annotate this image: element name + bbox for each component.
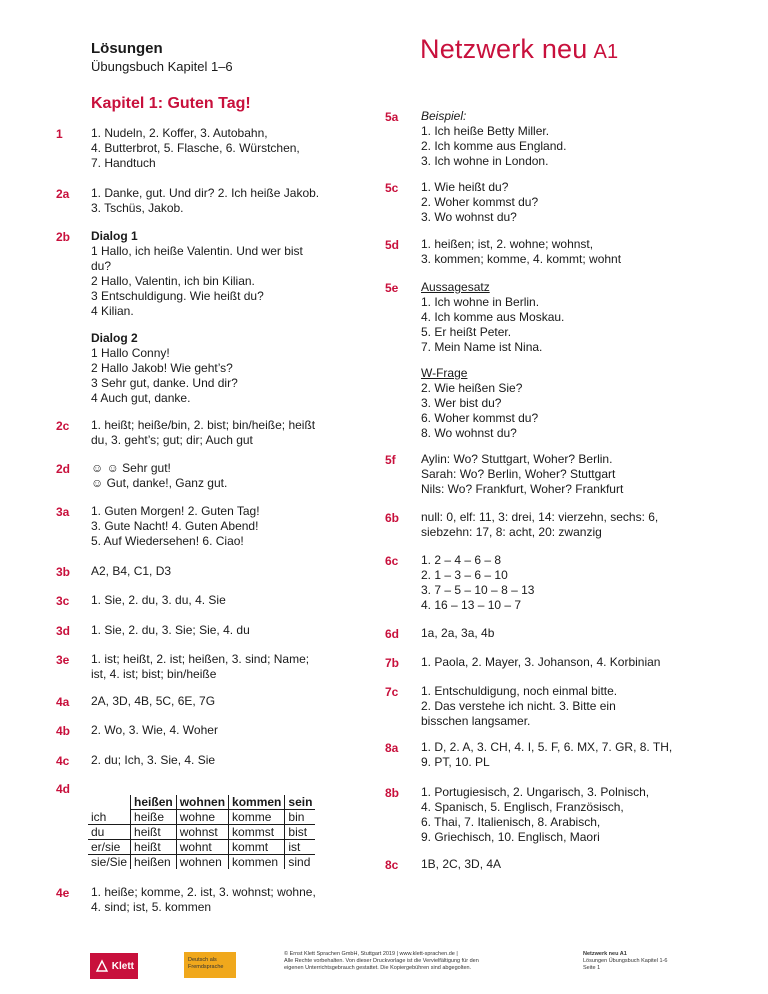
exercise-label: 2c [56, 419, 70, 433]
exercise-answer: 1. Paola, 2. Mayer, 3. Johanson, 4. Korbinian [421, 655, 661, 669]
exercise-answer: 2. Wie heißen Sie? 3. Wer bist du? 6. Woher kommst du? 8. Wo wohnst du? [421, 381, 539, 440]
exercise-answer: ☺ ☺ Sehr gut! ☺ Gut, danke!, Ganz gut. [91, 461, 228, 490]
example-intro: Beispiel: [421, 109, 467, 123]
table-cell: kommen [229, 855, 285, 870]
exercise-answer: 1a, 2a, 3a, 4b [421, 626, 495, 640]
table-cell: kommt [229, 840, 285, 855]
exercise-answer: 1. Ich wohne in Berlin. 4. Ich komme aus Moskau. 5. Er heißt Peter. 7. Mein Name ist Nina. [421, 295, 565, 354]
exercise-answer: null: 0, elf: 11, 3: drei, 14: vierzehn, sechs: 6, siebzehn: 17, 8: acht, 20: zwanzig [421, 510, 659, 539]
exercise-answer: 1. Sie, 2. du, 3. du, 4. Sie [91, 593, 226, 607]
table-cell: heißen [131, 855, 177, 870]
footer-doc: Lösungen Übungsbuch Kapitel 1-6 [583, 958, 668, 964]
table-cell: wohnt [176, 840, 228, 855]
exercise-answer: 1. Nudeln, 2. Koffer, 3. Autobahn, 4. Butterbrot, 5. Flasche, 6. Würstchen, 7. Handtuch [91, 126, 300, 170]
exercise-label: 8b [385, 786, 400, 800]
exercise-label: 4e [56, 886, 70, 900]
footer-info [583, 951, 667, 972]
table-cell: wohne [176, 810, 228, 825]
exercise-answer: 1 Hallo Conny! 2 Hallo Jakob! Wie geht’s? 3 Sehr gut, danke. Und dir? 4 Auch gut, danke. [91, 346, 238, 405]
exercise-answer: 1 Hallo, ich heiße Valentin. Und wer bist du? 2 Hallo, Valentin, ich bin Kilian. 3 Entschuldigung. Wie heißt du? 4 Kilian. [91, 244, 303, 318]
exercise-label: 6b [385, 511, 400, 525]
table-header-cell: wohnen [176, 795, 228, 810]
section-heading: W-Frage [421, 366, 468, 380]
table-cell: sind [285, 855, 316, 870]
exercise-label: 2b [56, 230, 71, 244]
exercise-label: 8c [385, 858, 399, 872]
exercise-label: 3c [56, 594, 70, 608]
table-cell: heißt [131, 840, 177, 855]
exercise-answer: 1B, 2C, 3D, 4A [421, 857, 502, 871]
table-cell: wohnst [176, 825, 228, 840]
table-cell: kommst [229, 825, 285, 840]
table-cell: ich [88, 810, 131, 825]
exercise-label: 8a [385, 741, 399, 755]
footer-book: Netzwerk neu A1 [583, 951, 627, 957]
exercise-answer: A2, B4, C1, D3 [91, 564, 172, 578]
header-subtitle: Übungsbuch Kapitel 1–6 [91, 59, 233, 74]
exercise-answer: 1. Guten Morgen! 2. Guten Tag! 3. Gute Nacht! 4. Guten Abend! 5. Auf Wiedersehen! 6. Ciao! [91, 504, 260, 548]
table-cell: bist [285, 825, 316, 840]
exercise-answer: 2. Wo, 3. Wie, 4. Woher [91, 723, 218, 737]
section-heading: Aussagesatz [421, 280, 490, 294]
exercise-label: 6c [385, 554, 399, 568]
table-header-cell: kommen [229, 795, 285, 810]
table-cell: sie/Sie [91, 855, 128, 869]
table-cell: komme [229, 810, 285, 825]
table-header-cell [88, 795, 131, 810]
table-cell: er/sie [88, 840, 131, 855]
table-row [88, 810, 315, 825]
exercise-answer: 1. Wie heißt du? 2. Woher kommst du? 3. Wo wohnst du? [421, 180, 539, 224]
exercise-answer: 1. D, 2. A, 3. CH, 4. I, 5. F, 6. MX, 7. GR, 8. TH, 9. PT, 10. PL [421, 740, 673, 769]
exercise-label: 2d [56, 462, 71, 476]
brand-logo [420, 34, 618, 65]
exercise-answer: 1. heißt; heiße/bin, 2. bist; bin/heiße; heißt du, 3. geht’s; gut; dir; Auch gut [91, 418, 316, 447]
klett-leaf-icon [94, 958, 110, 974]
table-row [88, 840, 315, 855]
exercise-label: 3b [56, 565, 71, 579]
klett-logo [90, 953, 138, 979]
exercise-label: 5e [385, 281, 399, 295]
exercise-label: 7b [385, 656, 400, 670]
exercise-answer: 2. du; Ich, 3. Sie, 4. Sie [91, 753, 216, 767]
exercise-answer: 1. Entschuldigung, noch einmal bitte. 2. Das verstehe ich nicht. 3. Bitte ein bisschen langsamer. [421, 684, 618, 728]
dialog-title: Dialog 2 [91, 331, 138, 345]
exercise-label: 6d [385, 627, 400, 641]
chapter-title: Kapitel 1: Guten Tag! [91, 95, 251, 112]
exercise-answer: 1. Ich heiße Betty Miller. 2. Ich komme aus England. 3. Ich wohne in London. [421, 124, 567, 168]
dialog-title: Dialog 1 [91, 229, 138, 243]
exercise-label: 4d [56, 782, 71, 796]
conjugation-table [88, 795, 315, 869]
exercise-answer: 1. 2 – 4 – 6 – 8 2. 1 – 3 – 6 – 10 3. 7 – 5 – 10 – 8 – 13 4. 16 – 13 – 10 – 7 [421, 553, 535, 612]
exercise-label: 1 [56, 127, 63, 141]
exercise-label: 2a [56, 187, 70, 201]
exercise-label: 5d [385, 238, 400, 252]
exercise-answer: 1. heißen; ist, 2. wohne; wohnst, 3. kommen; komme, 4. kommt; wohnt [421, 237, 622, 266]
exercise-label: 5f [385, 453, 396, 467]
exercise-answer: 2A, 3D, 4B, 5C, 6E, 7G [91, 694, 216, 708]
table-cell: bin [285, 810, 316, 825]
exercise-answer: 1. Sie, 2. du, 3. Sie; Sie, 4. du [91, 623, 250, 637]
exercise-label: 5a [385, 110, 399, 124]
footer-page: Seite 1 [583, 965, 601, 971]
table-row [88, 855, 315, 870]
exercise-label: 3a [56, 505, 70, 519]
daf-logo: Deutsch als Fremdsprache [184, 952, 236, 978]
exercise-label: 7c [385, 685, 399, 699]
exercise-answer: 1. Portugiesisch, 2. Ungarisch, 3. Polnisch, 4. Spanisch, 5. Englisch, Französisch, 6. Thai, 7. Italienisch, 8. Arabisch, 9. Griechisch, 10. Englisch, Maori [421, 785, 650, 844]
table-cell: du [88, 825, 131, 840]
copyright-notice: © Ernst Klett Sprachen GmbH, Stuttgart 2019 | www.klett-sprachen.de | Alle Rechte vorbehalten. Von dieser Druckvorlage ist die Vervielfältigung für den eigenen Unterrichtsgebrauch gestattet. Die Kopiergebühren sind abgegolten. [284, 951, 479, 971]
table-cell: heißt [131, 825, 177, 840]
brand-level: A1 [593, 41, 619, 63]
table-cell: heiße [131, 810, 177, 825]
exercise-answer: 1. Danke, gut. Und dir? 2. Ich heiße Jakob. 3. Tschüs, Jakob. [91, 186, 320, 215]
exercise-label: 4a [56, 695, 70, 709]
exercise-label: 3e [56, 653, 70, 667]
table-row [88, 825, 315, 840]
exercise-label: 4b [56, 724, 71, 738]
exercise-label: 4c [56, 754, 70, 768]
exercise-answer: 1. ist; heißt, 2. ist; heißen, 3. sind; Name; ist, 4. ist; bist; bin/heiße [91, 652, 310, 681]
exercise-label: 3d [56, 624, 71, 638]
exercise-label: 5c [385, 181, 399, 195]
table-header-cell: sein [285, 795, 316, 810]
exercise-answer: 1. heiße; komme, 2. ist, 3. wohnst; wohne, 4. sind; ist, 5. kommen [91, 885, 316, 914]
table-cell: ist [285, 840, 316, 855]
header-title: Lösungen [91, 40, 163, 57]
brand-name: Netzwerk neu [420, 34, 588, 64]
table-header-row [88, 795, 315, 810]
table-cell: wohnen [176, 855, 228, 870]
exercise-answer: Aylin: Wo? Stuttgart, Woher? Berlin. Sarah: Wo? Berlin, Woher? Stuttgart Nils: Wo? Frankfurt, Woher? Frankfurt [421, 452, 624, 496]
table-header-cell: heißen [131, 795, 177, 810]
klett-logo-text: Klett [111, 960, 134, 972]
